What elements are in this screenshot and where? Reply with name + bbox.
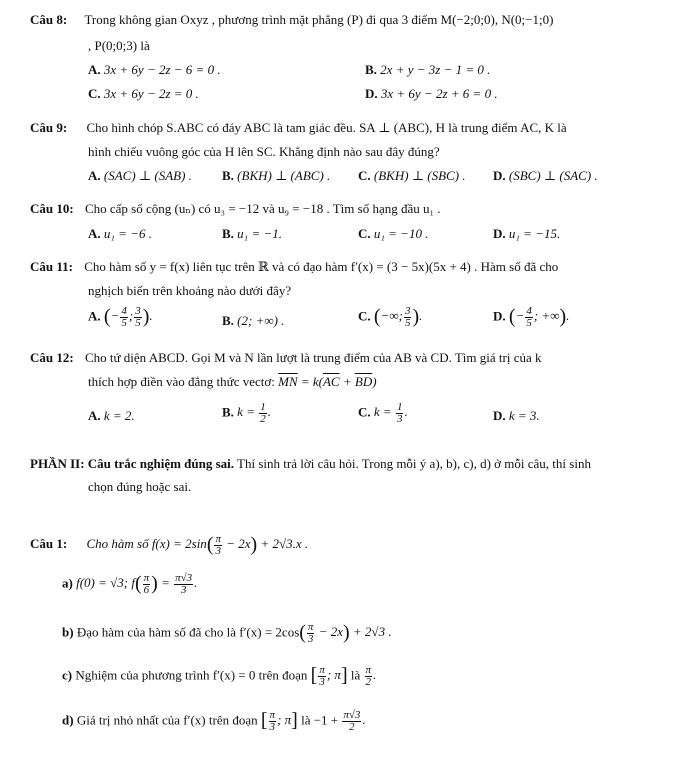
p2q1-b-label: b) [62, 624, 74, 640]
q11-option-a[interactable]: A. (− $\frac{4}{5}$ ; $\frac{3}{5}$ ). [88, 305, 153, 329]
q10-option-c-label: C. [358, 226, 371, 241]
p2q1-stem-post: + 2√3.x . [257, 536, 309, 552]
q11-a-frac1-den: 5 [121, 317, 127, 329]
q8-option-c-text: 3x + 6y − 2z = 0 . [103, 86, 199, 101]
p2q1-a-pre: f(0) = √3; f [76, 575, 135, 591]
q11-option-b-text: (2; +∞) . [237, 313, 285, 328]
q11-option-d[interactable]: D. (− $\frac{4}{5}$ ; +∞). [493, 305, 570, 329]
q12-text-line2 [88, 374, 377, 390]
q11-option-a-label: A. [88, 308, 101, 324]
q10-option-b-label: B. [222, 226, 234, 241]
q11-option-b-label: B. [222, 313, 234, 328]
q12-c-frac-num: 1 [396, 401, 403, 413]
q12-option-d[interactable] [493, 408, 540, 424]
p2q1-c-pre: Nghiệm của phương trình f′(x) = 0 trên đoạn [75, 667, 308, 683]
q9-option-c-text: (BKH) ⊥ (SBC) . [373, 168, 466, 183]
p2q1-d-pre: Giá trị nhỏ nhất của f′(x) trên đoạn [76, 712, 258, 728]
p2q1-c-result-den: 2 [365, 676, 371, 688]
q12-eq: = k( [297, 374, 323, 389]
p2q1-d-end: . [362, 712, 366, 728]
q9-option-d[interactable] [493, 168, 598, 184]
p2q1-a-result-num: π√3 [175, 572, 193, 584]
q10-option-d-label: D. [493, 226, 506, 241]
q9-option-d-text: (SBC) ⊥ (SAC) . [508, 168, 598, 183]
q8-option-b-text: 2x + y − 3z − 1 = 0 . [380, 62, 491, 77]
q12-number: Câu 12: [30, 350, 74, 365]
q11-d-frac-num: 4 [526, 305, 532, 317]
q8-option-d[interactable] [365, 86, 498, 102]
p2q1-c-end: . [373, 667, 377, 683]
q12-b-frac-den: 2 [260, 413, 266, 425]
q8-option-d-label: D. [365, 86, 378, 101]
p2q1-stem-frac-den: 3 [215, 545, 221, 557]
q11-d-post: ; +∞ [533, 308, 560, 324]
q9-option-a-label: A. [88, 168, 101, 183]
q9-option-d-label: D. [493, 168, 506, 183]
q9-option-a[interactable] [88, 168, 192, 184]
q11-line1 [30, 259, 558, 275]
q11-number: Câu 11: [30, 259, 73, 274]
part2-heading [30, 456, 591, 472]
q8-option-b-label: B. [365, 62, 377, 77]
p2q1-a-frac-num: π [143, 572, 150, 584]
q10-option-a-text: u₁ = −6 . [103, 226, 152, 241]
q8-number: Câu 8: [30, 12, 68, 27]
q11-c-frac-den: 5 [404, 317, 411, 329]
q12-b-pre: k = [237, 404, 255, 420]
p2q1-d-label: d) [62, 712, 74, 728]
p2q1-c-mid: ; π [326, 667, 341, 683]
p2q1-b-post: + 2√3 . [349, 624, 392, 640]
p2q1-d-frac-num: π [269, 709, 276, 721]
q8-option-b[interactable] [365, 62, 490, 78]
p2q1-item-b[interactable]: b) Đạo hàm của hàm số đã cho là f′(x) = 2cos( $\frac{\pi}{3}$ − 2x) + 2√3 . [62, 621, 392, 645]
q9-option-b[interactable] [222, 168, 330, 184]
q11-option-d-label: D. [493, 308, 506, 324]
p2q1-c-label: c) [62, 667, 73, 683]
q12-option-a[interactable] [88, 408, 135, 424]
q11-c-frac-num: 3 [404, 305, 411, 317]
q9-text-line1: Cho hình chóp S.ABC có đáy ABC là tam giác đều. SA ⊥ (ABC), H là trung điểm AC, K là [86, 120, 567, 135]
p2q1-b-frac-num: π [307, 621, 314, 633]
p2q1-d-result-den: 2 [349, 721, 355, 733]
q12-vec-mn: $\overline{MN}$ [278, 374, 298, 389]
p2q1-c-frac-den: 3 [319, 676, 325, 688]
q9-option-b-text: (BKH) ⊥ (ABC) . [237, 168, 331, 183]
q12-text-line2-pre: thích hợp điền vào đẳng thức vectơ: [88, 374, 275, 389]
q11-a-frac1-num: 4 [121, 305, 127, 317]
q11-a-sep: ; [128, 308, 134, 324]
q10-option-a[interactable] [88, 226, 152, 242]
p2q1-d-is: là −1 + [297, 712, 342, 728]
q9-option-c[interactable] [358, 168, 466, 184]
p2q1-item-c[interactable]: c) Nghiệm của phương trình f′(x) = 0 trên đoạn [ $\frac{\pi}{3}$ ; π] là $\frac{\pi}{2}$ . [62, 664, 377, 688]
q10-option-c-text: u₁ = −10 . [373, 226, 429, 241]
p2q1-d-result-num: π√3 [343, 709, 361, 721]
p2q1-item-d[interactable]: d) Giá trị nhỏ nhất của f′(x) trên đoạn [ $\frac{\pi}{3}$ ; π] là −1 + $\frac{\pi√3}{2}$ . [62, 709, 366, 733]
q9-option-a-text: (SAC) ⊥ (SAB) . [103, 168, 192, 183]
q10-option-b[interactable] [222, 226, 282, 242]
p2q1-b-mid: − 2x [315, 624, 343, 640]
p2q1-stem-frac-num: π [215, 533, 221, 545]
q8-option-d-text: 3x + 6y − 2z + 6 = 0 . [380, 86, 498, 101]
p2q1-a-eq: = [157, 575, 174, 591]
q10-number: Câu 10: [30, 201, 74, 216]
p2q1-a-result-den: 3 [180, 584, 187, 596]
part2-text-line1: Thí sinh trả lời câu hỏi. Trong mỗi ý a), b), c), d) ở mỗi câu, thí sinh [234, 456, 591, 471]
q9-option-b-label: B. [222, 168, 234, 183]
p2q1-d-mid: ; π [277, 712, 292, 728]
q11-a-frac2-num: 3 [135, 305, 141, 317]
p2q1-c-is: là [347, 667, 364, 683]
q9-option-c-label: C. [358, 168, 371, 183]
q9-number: Câu 9: [30, 120, 68, 135]
p2q1-a-frac-den: 6 [143, 584, 150, 596]
q12-c-pre: k = [373, 404, 392, 420]
q8-option-a[interactable] [88, 62, 221, 78]
p2q1-b-pre: Đạo hàm của hàm số đã cho là f′(x) = 2cos [76, 624, 300, 640]
p2q1-b-frac-den: 3 [307, 633, 314, 645]
q8-option-a-text: 3x + 6y − 2z − 6 = 0 . [103, 62, 221, 77]
q12-option-d-label: D. [493, 408, 506, 423]
q9-text-line2: hình chiếu vuông góc của H lên SC. Khẳng định nào sau đây đúng? [88, 144, 440, 159]
q10-option-d[interactable] [493, 226, 560, 242]
p2q1-d-frac-den: 3 [269, 721, 276, 733]
p2q1-item-a[interactable]: a) f(0) = √3; f( $\frac{\pi}{6}$ ) = $\frac{\pi√3}{3}$ . [62, 572, 198, 596]
p2q1-stem: Câu 1: Cho hàm số f(x) = 2sin( $\frac{\pi}{3}$ − 2x) + 2√3.x . [30, 533, 309, 557]
q10-text-line1: Cho cấp số cộng (uₙ) có u₃ = −12 và u₉ = −18 . Tìm số hạng đầu u₁ . [84, 201, 441, 216]
q12-plus: + [339, 374, 355, 389]
p2q1-number: Câu 1: [30, 536, 68, 552]
q11-option-c-label: C. [358, 308, 371, 324]
q11-text-line2: nghịch biến trên khoảng nào dưới đây? [88, 283, 292, 298]
p2q1-a-end: . [194, 575, 198, 591]
q10-option-c[interactable] [358, 226, 428, 242]
q12-option-a-text: k = 2. [103, 408, 135, 423]
part2-title: PHẦN II: Câu trắc nghiệm đúng sai. [30, 456, 235, 471]
q12-option-c-label: C. [358, 404, 371, 420]
p2q1-c-result-num: π [365, 664, 372, 676]
q12-close: ) [372, 374, 377, 389]
q11-d-frac-den: 5 [526, 317, 532, 329]
q11-option-c[interactable]: C. (−∞; $\frac{3}{5}$ ). [358, 305, 423, 329]
q12-option-b[interactable]: B. k = $\frac{1}{2}$ . [222, 401, 271, 425]
p2q1-c-frac-num: π [319, 664, 325, 676]
q8-option-a-label: A. [88, 62, 101, 77]
q10-line1 [30, 201, 441, 217]
q11-d-minus: − [515, 308, 525, 324]
p2q1-stem-pre: Cho hàm số f(x) = 2sin [86, 536, 207, 552]
q12-text-line1: Cho tứ diện ABCD. Gọi M và N lần lượt là trung điểm của AB và CD. Tìm giá trị của k [84, 350, 542, 365]
q11-text-line1: Cho hàm số y = f(x) liên tục trên ℝ và có đạo hàm f′(x) = (3 − 5x)(5x + 4) . Hàm số đã cho [84, 259, 559, 274]
q11-c-pre: −∞; [380, 308, 403, 324]
q12-b-frac-num: 1 [260, 401, 266, 413]
q8-option-c[interactable] [88, 86, 199, 102]
p2q1-stem-mid: − 2x [223, 536, 251, 552]
q11-a-frac2-den: 5 [135, 317, 141, 329]
q10-option-a-label: A. [88, 226, 101, 241]
q12-vec-ac: $\overline{AC}$ [322, 374, 340, 389]
q8-text-line2: , P(0;0;3) là [88, 38, 150, 53]
q8-option-c-label: C. [88, 86, 101, 101]
q8-text-line1: Trong không gian Oxyz , phương trình mặt phẳng (P) đi qua 3 điểm M(−2;0;0), N(0;−1;0) [84, 12, 554, 27]
q12-line1 [30, 350, 542, 366]
p2q1-a-label: a) [62, 575, 73, 591]
q12-option-b-label: B. [222, 404, 234, 420]
q12-option-d-text: k = 3. [508, 408, 540, 423]
part2-text-line2: chọn đúng hoặc sai. [88, 479, 192, 494]
q12-option-c[interactable]: C. k = $\frac{1}{3}$ . [358, 401, 408, 425]
q12-vec-bd: $\overline{BD}$ [354, 374, 373, 389]
q9-line1 [30, 120, 567, 136]
q11-a-minus: − [110, 308, 120, 324]
q10-option-d-text: u₁ = −15. [508, 226, 561, 241]
q12-c-frac-den: 3 [396, 413, 403, 425]
q11-option-b[interactable] [222, 313, 284, 329]
q10-option-b-text: u₁ = −1. [237, 226, 282, 241]
q12-vector-equation [278, 374, 376, 389]
q12-option-a-label: A. [88, 408, 101, 423]
q8-line1 [30, 12, 553, 28]
